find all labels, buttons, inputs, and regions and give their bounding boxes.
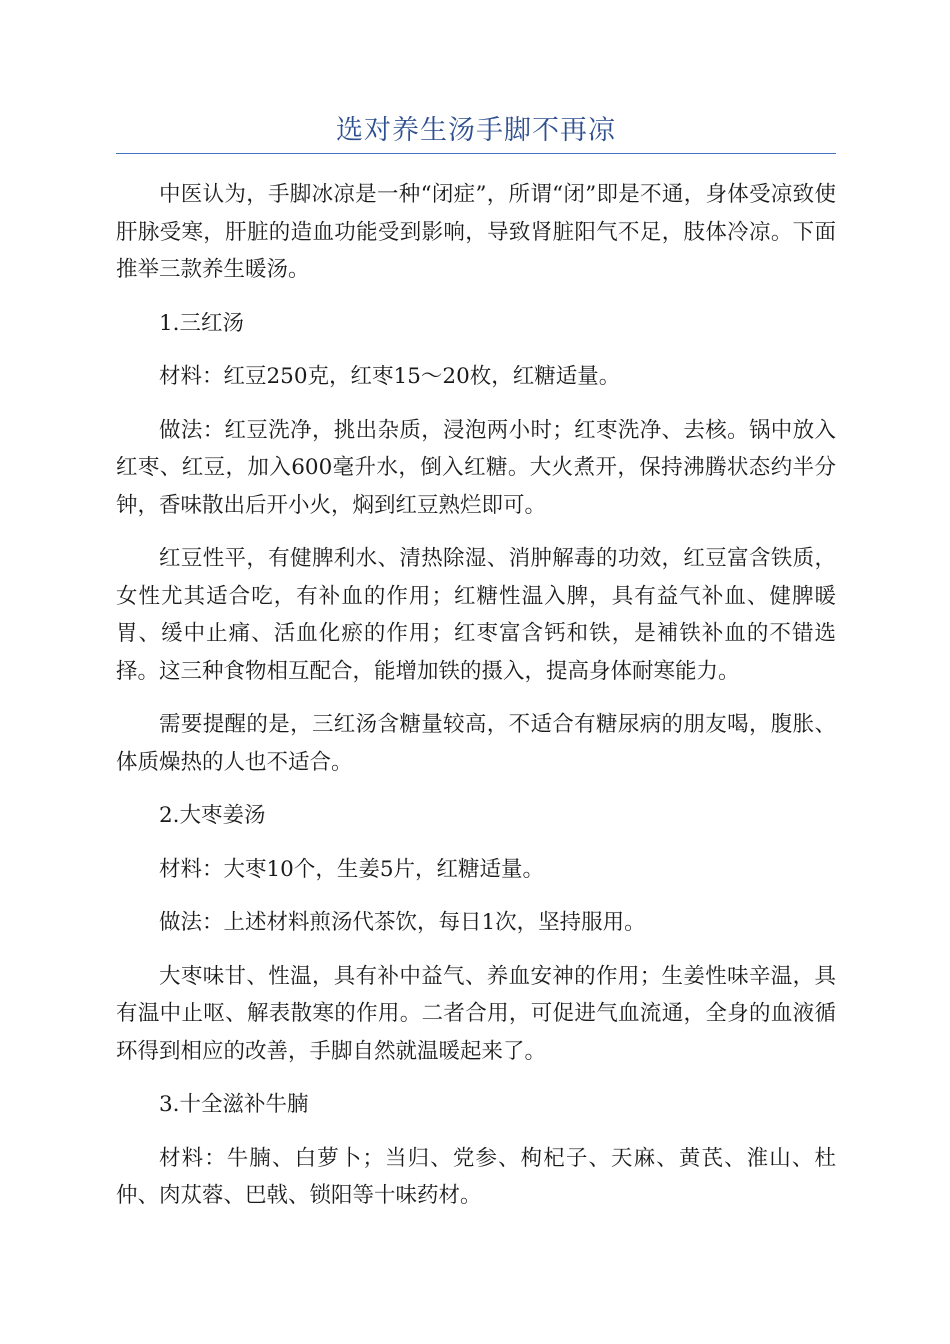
section-heading-2: 2.大枣姜汤 <box>159 803 266 828</box>
section-heading-1: 1.三红汤 <box>159 310 245 336</box>
section-heading-3: 3.十全滋补牛腩 <box>159 1092 309 1117</box>
ingredients-paragraph-1: 材料：红豆250克，红枣15～20枚，红糖适量。 <box>159 364 621 389</box>
caution-paragraph-1: 需要提醒的是，三红汤含糖量较高，不适合有糖尿病的朋友喝，腹胀、体质燥热的人也不适合。 <box>116 712 836 775</box>
method-paragraph-2: 做法：上述材料煎汤代茶饮，每日1次，坚持服用。 <box>159 910 646 935</box>
intro-paragraph: 中医认为，手脚冰凉是一种“闭症”，所谓“闭”即是不通，身体受凉致使肝脉受寒，肝脏的造血功能受到影响，导致肾脏阳气不足，肢体冷凉。下面推举三款养生暖汤。 <box>116 182 836 282</box>
document-title: 选对养生汤手脚不再凉 <box>336 115 616 146</box>
benefits-paragraph-2: 大枣味甘、性温，具有补中益气、养血安神的作用；生姜性味辛温，具有温中止呕、解表散寒的作用。二者合用，可促进气血流通，全身的血液循环得到相应的改善，手脚自然就温暖起来了。 <box>116 963 836 1064</box>
ingredients-paragraph-3: 材料：牛腩、白萝卜；当归、党参、枸杞子、天麻、黄芪、淮山、杜仲、肉苁蓉、巴戟、锁阳等十味药材。 <box>116 1145 836 1208</box>
benefits-paragraph-1: 红豆性平，有健脾利水、清热除湿、消肿解毒的功效，红豆富含铁质，女性尤其适合吃，有补血的作用；红糖性温入脾，具有益气补血、健脾暖胃、缓中止痛、活血化瘀的作用；红枣富含钙和铁，是補铁补血的不错选择。这三种食物相互配合，能增加铁的摄入，提高身体耐寒能力。 <box>116 546 836 684</box>
method-paragraph-1: 做法：红豆洗净，挑出杂质，浸泡两小时；红枣洗净、去核。锅中放入红枣、红豆，加入600毫升水，倒入红糖。大火煮开，保持沸腾状态约半分钟，香味散出后开小火，焖到红豆熟烂即可。 <box>116 417 836 518</box>
document-page <box>116 108 836 1231</box>
title-underline <box>116 153 836 154</box>
ingredients-paragraph-2: 材料：大枣10个，生姜5片，红糖适量。 <box>159 856 545 882</box>
